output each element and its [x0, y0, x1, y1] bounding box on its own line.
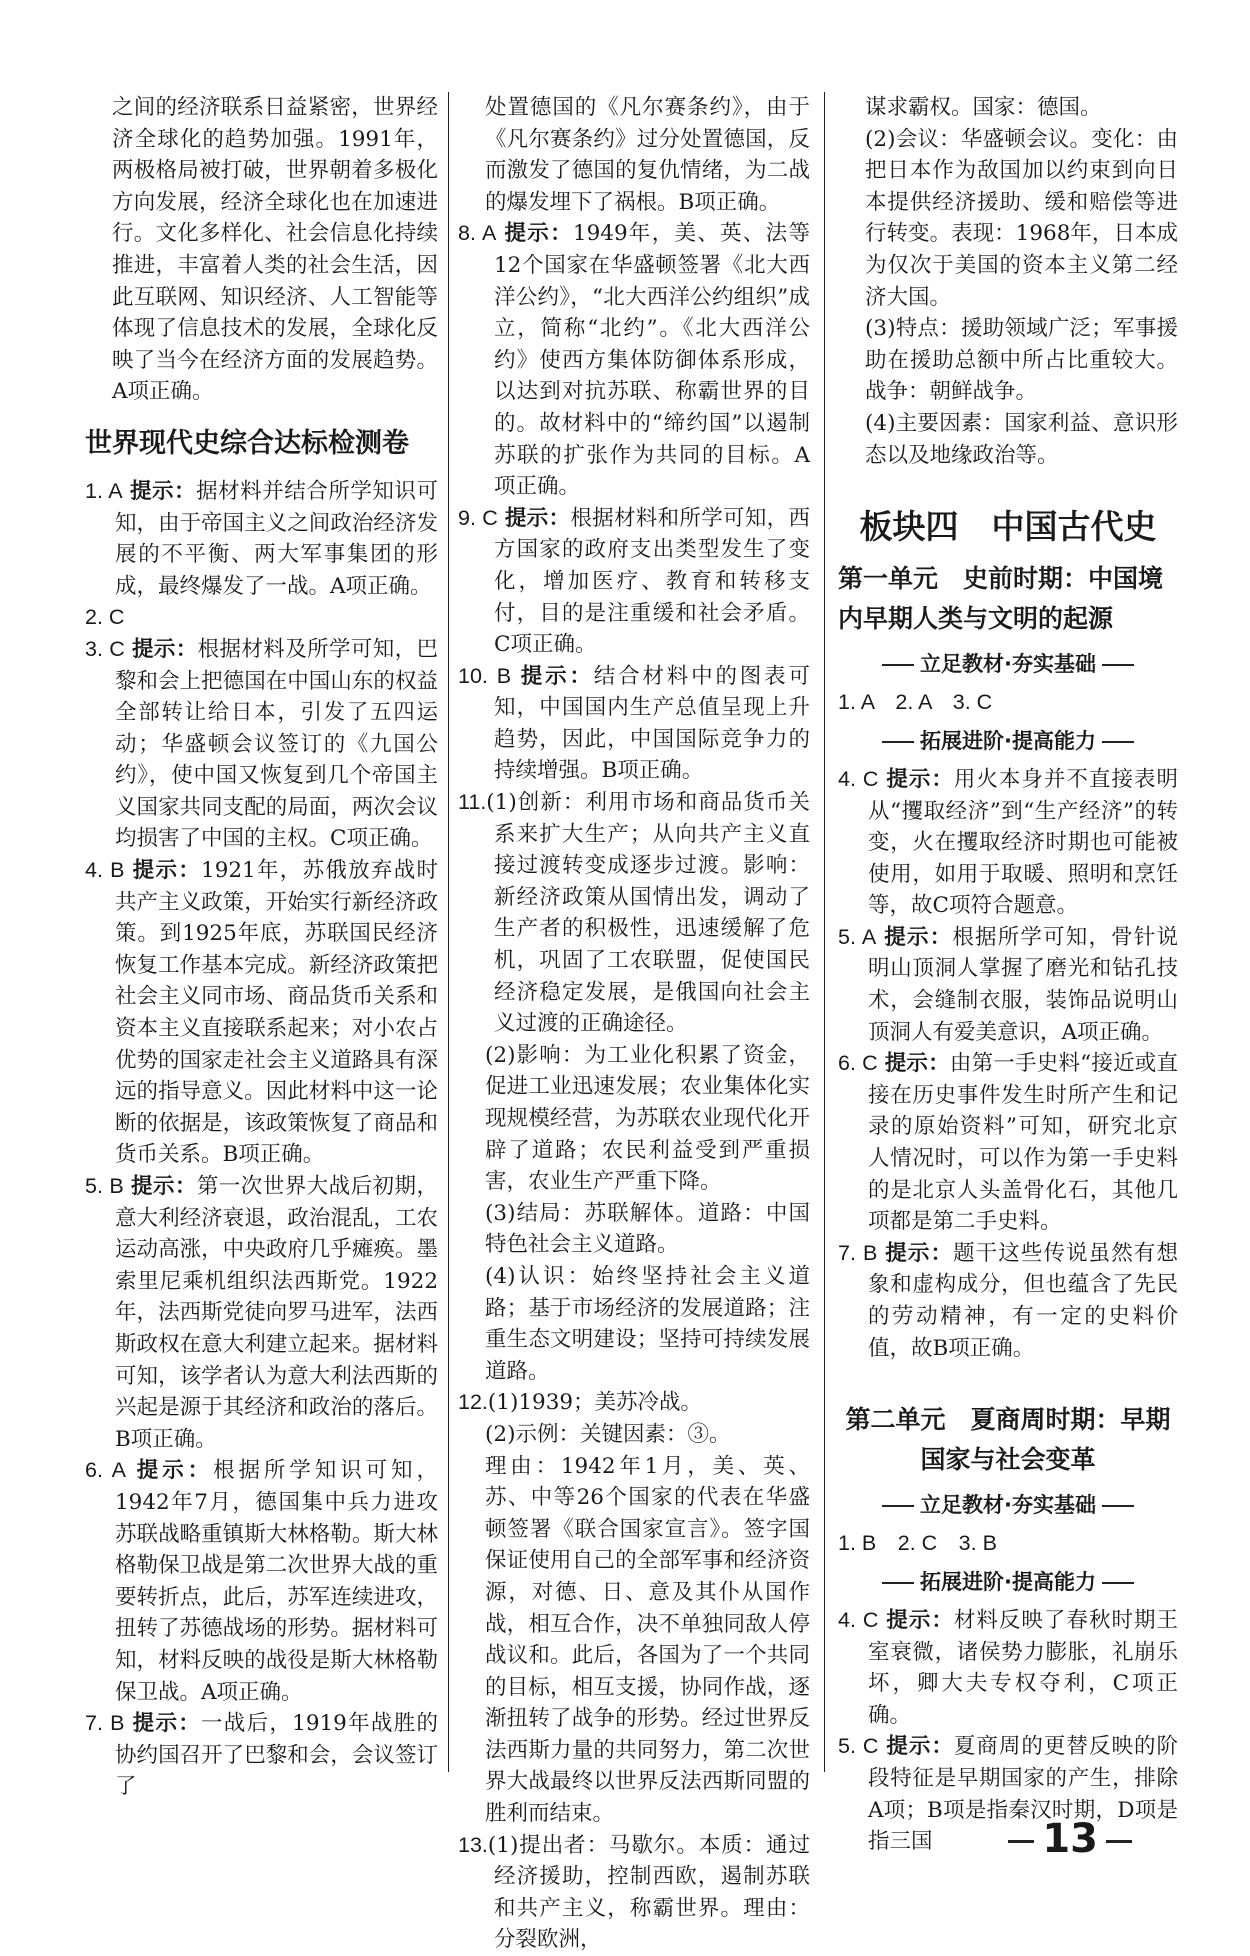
section-ext-label: 拓展进阶·提高能力 — [920, 1570, 1096, 1595]
answer-item — [458, 1830, 810, 1956]
answer-number: 5. A — [838, 924, 877, 949]
answer-text: 根据材料和所学可知，西方国家的政府支出类型发生了变化，增加医疗、教育和转移支付，目的是注重缓和社会矛盾。C项正确。 — [494, 505, 810, 658]
answer-list — [838, 764, 1178, 1364]
section-ext-label: 拓展进阶·提高能力 — [920, 729, 1096, 754]
answer-number: 1. A — [85, 478, 123, 503]
answer-number: 7. B — [85, 1711, 125, 1736]
block-title: 板块四 中国古代史 — [859, 507, 1157, 547]
answer-text: 用火本身并不直接表明从“攫取经济”到“生产经济”的转变，火在攫取经济时期也可能被使用，如用于取暖、照明和烹饪等，故C项符合题意。 — [868, 766, 1178, 919]
answer-text: 夏商周的更替反映的阶段特征是早期国家的产生，排除A项；B项是指秦汉时期，D项是指三国 — [868, 1734, 1178, 1855]
hint-label: 提示： — [136, 1458, 214, 1484]
answer-number: 8. A — [458, 221, 497, 246]
answer-text: (4)主要因素：国家利益、意识形态以及地缘政治等。 — [865, 410, 1178, 468]
answer-item — [458, 1387, 810, 1419]
column-right — [838, 92, 1178, 1858]
answer-number: 4. B — [85, 858, 125, 883]
answer-item — [458, 218, 810, 502]
test-title: 世界现代史综合达标检测卷 — [85, 427, 409, 459]
answer-item — [838, 764, 1178, 922]
answer-text: 题干这些传说虽然有想象和虚构成分，但也蕴含了先民的劳动精神，有一定的史料价值，故B项正确。 — [868, 1240, 1178, 1361]
hint-label: 提示： — [132, 1711, 202, 1737]
answer-item — [85, 1171, 438, 1455]
answer-number: 11. — [458, 790, 487, 815]
answer-item — [458, 503, 810, 661]
answer-text: 谋求霸权。国家：德国。 — [865, 95, 1102, 120]
hint-label: 提示： — [884, 1051, 950, 1077]
page-number — [1000, 1815, 1140, 1863]
hint-label: 提示： — [520, 663, 594, 689]
hint-label: 提示： — [885, 1240, 954, 1266]
answer-item — [458, 787, 810, 1040]
answer-text: 据材料并结合所学知识可知，由于帝国主义之间政治经济发展的不平衡、两大军事集团的形成，最终爆发了一战。A项正确。 — [115, 478, 438, 599]
hint-label: 提示： — [132, 636, 198, 662]
answer-list — [85, 476, 438, 1803]
answer-item — [85, 1455, 438, 1708]
answer-number: 12. — [458, 1390, 488, 1415]
section-basic-label: 立足教材·夯实基础 — [920, 652, 1096, 677]
section-ext-heading — [838, 726, 1178, 758]
hint-label: 提示： — [884, 924, 953, 950]
answer-item — [85, 1708, 438, 1803]
answer-number: 3. C — [85, 636, 125, 661]
hint-label: 提示： — [129, 478, 197, 504]
answer-number: 5. B — [85, 1174, 124, 1198]
answer-text: 结合材料中的图表可知，中国国内生产总值呈现上升趋势，因此，中国国际竞争力的持续增强。B项正确。 — [494, 663, 810, 784]
column-divider — [824, 92, 825, 1772]
hint-label: 提示： — [132, 858, 202, 884]
hint-label: 提示： — [886, 1734, 954, 1760]
answer-number: 10. B — [458, 663, 512, 688]
answer-number: 4. C — [838, 766, 879, 791]
column-divider — [448, 92, 449, 1772]
answer-number: 9. C — [458, 505, 498, 530]
paragraph-continued: 之间的经济联系日益紧密，世界经济全球化的趋势加强。1991年，两极格局被打破，世界朝着多极化方向发展，经济全球化也在加速进行。文化多样化、社会信息化持续推进，丰富着人类的社会生活，因此互联网、知识经济、人工智能等体现了信息技术的发展，全球化反映了当今在经济方面的发展趋势。A项正确。 — [112, 95, 438, 405]
answer-number: 13. — [458, 1832, 488, 1857]
answer-text: 1921年，苏俄放弃战时共产主义政策，开始实行新经济政策。到1925年底，苏联国民经济恢复工作基本完成。新经济政策把社会主义同市场、商品货币关系和资本主义直接联系起来；对小农占优势的国家走社会主义道路具有深远的指导意义。因此材料中这一论断的依据是，该政策恢复了商品和货币关系。B项正确。 — [115, 858, 438, 1168]
answer-text: (2)影响：为工业化积累了资金，促进工业迅速发展；农业集体化实现规模经营，为苏联农业现代化开辟了道路；农民利益受到严重损害，农业生产严重下降。 — [485, 1042, 810, 1195]
hint-label: 提示： — [886, 1607, 954, 1633]
answer-item — [838, 1238, 1178, 1364]
section-ext-heading — [838, 1567, 1178, 1599]
answer-text: 理由：1942年1月，美、英、苏、中等26个国家的代表在华盛顿签署《联合国家宣言》。签字国保证使用自己的全部军事和经济资源，对德、日、意及其仆从国作战，相互合作，决不单独同敌人停战议和。此后，各国为了一个共同的目标，相互支援，协同作战，逐渐扭转了战争的形势。经过世界反法西斯力量的共同努力，第二次世界大战最终以世界反法西斯同盟的胜利而结束。 — [485, 1453, 810, 1827]
hint-label: 提示： — [886, 766, 954, 792]
answer-text: 根据所学可知，骨针说明山顶洞人掌握了磨光和钻孔技术，会缝制衣服，装饰品说明山顶洞人有爱美意识，A项正确。 — [868, 924, 1178, 1045]
answer-number: 6. C — [838, 1051, 878, 1076]
basic-answers: 1. A 2. A 3. C — [838, 689, 993, 714]
answer-text: (3)特点：援助领域广泛；军事援助在援助总额中所占比重较大。战争：朝鲜战争。 — [865, 316, 1178, 405]
answer-item — [838, 922, 1178, 1048]
answer-item — [85, 634, 438, 855]
answer-item — [85, 476, 438, 602]
answer-item — [85, 855, 438, 1171]
hint-label: 提示： — [504, 221, 573, 247]
answer-item — [838, 1605, 1178, 1731]
answer-text: 第一次世界大战后初期，意大利经济衰退，政治混乱，工农运动高涨，中央政府几乎瘫痪。墨索里尼乘机组织法西斯党。1922年，法西斯党徒向罗马进军，法西斯政权在意大利建立起来。据材料可知，该学者认为意大利法西斯的兴起是源于其经济和政治的落后。B项正确。 — [115, 1174, 438, 1452]
answer-text: (3)结局：苏联解体。道路：中国特色社会主义道路。 — [485, 1200, 810, 1258]
section-basic-heading — [838, 649, 1178, 681]
answer-text: (1)创新：利用市场和商品货币关系来扩大生产；从向共产主义直接过渡转变成逐步过渡。影响：新经济政策从国情出发，调动了生产者的积极性，迅速缓解了危机，巩固了工农联盟，促使国民经济稳定发展，是俄国向社会主义过渡的正确途径。 — [486, 790, 810, 1037]
unit-title: 第二单元 夏商周时期：早期国家与社会变革 — [845, 1405, 1171, 1475]
answer-text: 材料反映了春秋时期王室衰微，诸侯势力膨胀，礼崩乐坏，卿大夫专权夺利，C项正确。 — [868, 1607, 1178, 1728]
answer-text: 根据材料及所学可知，巴黎和会上把德国在中国山东的权益全部转让给日本，引发了五四运动；华盛顿会议签订的《九国公约》，使中国又恢复到几个帝国主义国家共同支配的局面，两次会议均损害了中国的主权。C项正确。 — [115, 636, 438, 852]
answer-item — [85, 602, 438, 634]
answer-text: 根据所学知识可知，1942年7月，德国集中兵力进攻苏联战略重镇斯大林格勒。斯大林格勒保卫战是第二次世界大战的重要转折点，此后，苏军连续进攻，扭转了苏德战场的形势。据材料可知，材料反映的战役是斯大林格勒保卫战。A项正确。 — [115, 1458, 438, 1705]
answer-text: 由第一手史料“接近或直接在历史事件发生时所产生和记录的原始资料”可知，研究北京人情况时，可以作为第一手史料的是北京人头盖骨化石，其他几项都是第二手史料。 — [868, 1051, 1179, 1235]
answer-item — [458, 661, 810, 787]
answer-text: 一战后，1919年战胜的协约国召开了巴黎和会，会议签订了 — [115, 1711, 438, 1800]
column-middle — [458, 92, 810, 1956]
answer-text: (2)会议：华盛顿会议。变化：由把日本作为敌国加以约束到向日本提供经济援助、缓和赔偿等进行转变。表现：1968年，日本成为仅次于美国的资本主义第二经济大国。 — [865, 126, 1178, 310]
section-basic-label: 立足教材·夯实基础 — [920, 1493, 1096, 1518]
answer-text: (1)提出者：马歇尔。本质：通过经济援助，控制西欧，遏制苏联和共产主义，称霸世界。理由：分裂欧洲， — [487, 1832, 810, 1953]
answer-text: (1)1939；美苏冷战。 — [487, 1390, 703, 1416]
answer-text: (4)认识：始终坚持社会主义道路；基于市场经济的发展道路；注重生态文明建设；坚持可持续发展道路。 — [485, 1263, 810, 1384]
answer-number: 7. B — [838, 1240, 878, 1265]
answer-item — [838, 1048, 1178, 1238]
answer-list — [458, 218, 810, 787]
answer-number: 6. A — [85, 1458, 126, 1483]
answer-number: 4. C — [838, 1607, 879, 1632]
column-left — [85, 92, 438, 1803]
paragraph-continued: 处置德国的《凡尔赛条约》，由于《凡尔赛条约》过分处置德国，反而激发了德国的复仇情绪，为二战的爆发埋下了祸根。B项正确。 — [485, 95, 810, 215]
unit-title: 第一单元 史前时期：中国境内早期人类与文明的起源 — [838, 564, 1164, 634]
section-basic-heading — [838, 1490, 1178, 1522]
page-number-text: 13 — [1042, 1816, 1098, 1862]
hint-label: 提示： — [504, 505, 571, 531]
answer-text: 1949年，美、英、法等12个国家在华盛顿签署《北大西洋公约》，“北大西洋公约组织”成立，简称“北约”。《北大西洋公约》使西方集体防御体系形成，以达到对抗苏联、称霸世界的目的。故材料中的“缔约国”以遏制苏联的扩张作为共同的目标。A项正确。 — [494, 221, 810, 500]
answer-text: (2)示例：关键因素：③。 — [485, 1421, 731, 1447]
answer-number: 2. C — [85, 605, 125, 630]
answer-number: 5. C — [838, 1734, 879, 1759]
basic-answers: 1. B 2. C 3. B — [838, 1530, 997, 1555]
hint-label: 提示： — [131, 1174, 197, 1199]
